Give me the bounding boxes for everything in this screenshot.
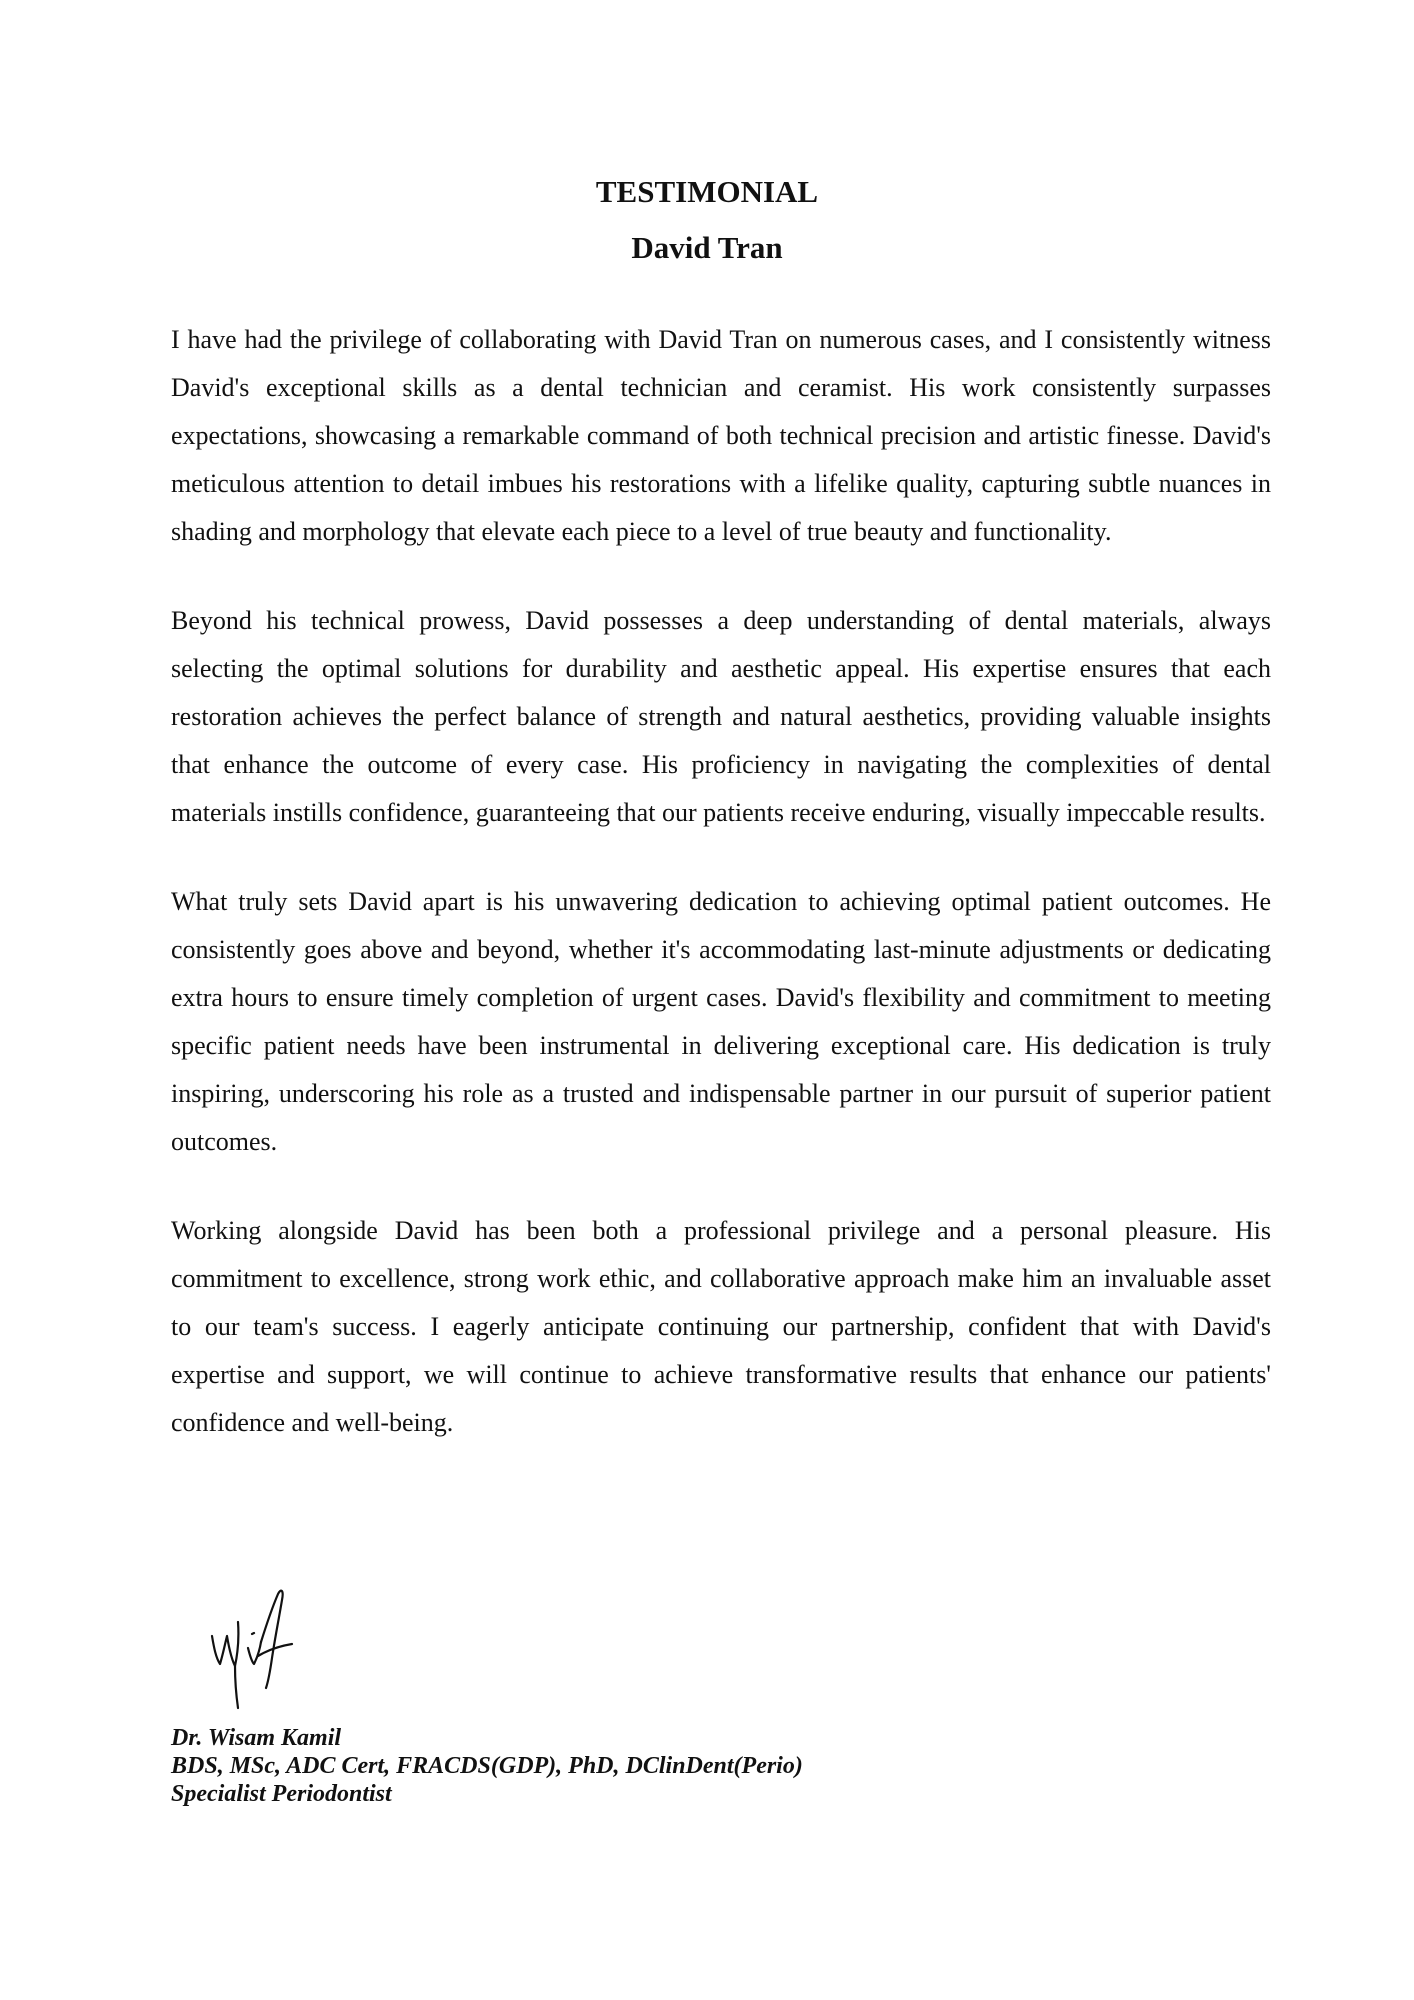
testimonial-body bbox=[171, 316, 1271, 1488]
handwritten-signature-icon bbox=[208, 1584, 318, 1714]
signer-name: Dr. Wisam Kamil bbox=[171, 1725, 342, 1751]
paragraph-1: I have had the privilege of collaborating with David Tran on numerous cases, and I consistently witness David's exceptional skills as a dental technician and ceramist. His work consistently surpasses expectations, showcasing a remarkable command of both technical precision and artistic finesse. David's meticulous attention to detail imbues his restorations with a lifelike quality, capturing subtle nuances in shading and morphology that elevate each piece to a level of true beauty and functionality. bbox=[171, 325, 1271, 546]
document-subject: David Tran bbox=[631, 230, 783, 265]
signer-credentials: BDS, MSc, ADC Cert, FRACDS(GDP), PhD, DClinDent(Perio) bbox=[171, 1753, 803, 1779]
paragraph-3: What truly sets David apart is his unwavering dedication to achieving optimal patient outcomes. He consistently goes above and beyond, whether it's accommodating last-minute adjustments or dedicating extra hours to ensure timely completion of urgent cases. David's flexibility and commitment to meeting specific patient needs have been instrumental in delivering exceptional care. His dedication is truly inspiring, underscoring his role as a trusted and indispensable partner in our pursuit of superior patient outcomes. bbox=[171, 887, 1271, 1156]
document-title: TESTIMONIAL bbox=[595, 174, 819, 209]
paragraph-4: Working alongside David has been both a professional privilege and a personal pleasure. His commitment to excellence, strong work ethic, and collaborative approach make him an invaluable asset to our team's success. I eagerly anticipate continuing our partnership, confident that with David's expertise and support, we will continue to achieve transformative results that enhance our patients' confidence and well-being. bbox=[171, 1216, 1271, 1437]
paragraph-2: Beyond his technical prowess, David possesses a deep understanding of dental materials, always selecting the optimal solutions for durability and aesthetic appeal. His expertise ensures that each restoration achieves the perfect balance of strength and natural aesthetics, providing valuable insights that enhance the outcome of every case. His proficiency in navigating the complexities of dental materials instills confidence, guaranteeing that our patients receive enduring, visually impeccable results. bbox=[171, 606, 1271, 827]
signature-block bbox=[171, 1724, 803, 1808]
signer-role: Specialist Periodontist bbox=[171, 1781, 392, 1807]
